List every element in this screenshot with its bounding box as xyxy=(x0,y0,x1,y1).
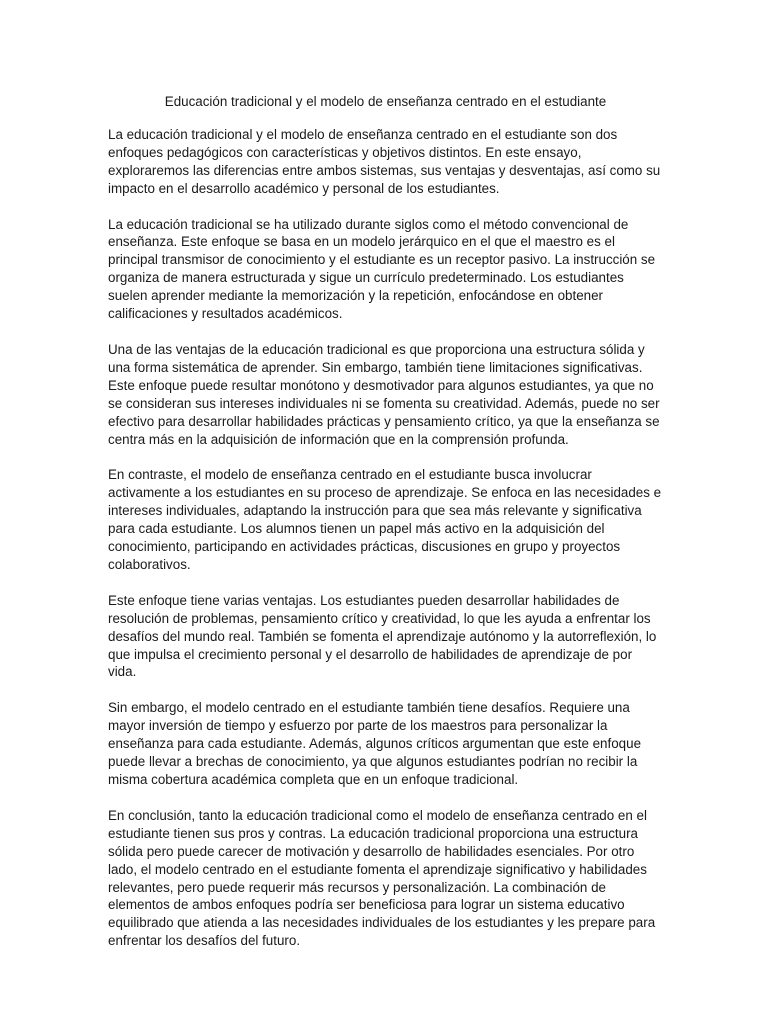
paragraph-student-centered-model: En contraste, el modelo de enseñanza centrado en el estudiante busca involucrar activamente a los estudiantes en su proceso de aprendizaje. Se enfoca en las necesidades e intereses individuales, adaptando la instrucción para que sea más relevante y significativa para cada estudiante. Los alumnos tienen un papel más activo en la adquisición del conocimiento, participando en actividades prácticas, discusiones en grupo y proyectos colaborativos. xyxy=(108,467,662,572)
paragraph-introduction: La educación tradicional y el modelo de enseñanza centrado en el estudiante son dos enfoques pedagógicos con características y objetivos distintos. En este ensayo, exploraremos las diferencias entre ambos sistemas, sus ventajas y desventajas, así como su impacto en el desarrollo académico y personal de los estudiantes. xyxy=(108,126,661,196)
paragraph-student-centered-advantages: Este enfoque tiene varias ventajas. Los estudiantes pueden desarrollar habilidades de resolución de problemas, pensamiento crítico y creatividad, lo que les ayuda a enfrentar los desafíos del mundo real. También se fomenta el aprendizaje autónomo y la autorreflexión, lo que impulsa el crecimiento personal y el desarrollo de habilidades de aprendizaje de por vida. xyxy=(108,592,657,680)
paragraph-student-centered-challenges: Sin embargo, el modelo centrado en el estudiante también tiene desafíos. Requiere una mayor inversión de tiempo y esfuerzo por parte de los maestros para personalizar la enseñanza para cada estudiante. Además, algunos críticos argumentan que este enfoque puede llevar a brechas de conocimiento, ya que algunos estudiantes podrían no recibir la misma cobertura académica completa que en un enfoque tradicional. xyxy=(108,700,642,787)
paragraph-conclusion: En conclusión, tanto la educación tradicional como el modelo de enseñanza centrado en el estudiante tienen sus pros y contras. La educación tradicional proporciona una estructura sólida pero puede carecer de motivación y desarrollo de habilidades esenciales. Por otro lado, el modelo centrado en el estudiante fomenta el aprendizaje significativo y habilidades relevantes, pero puede requerir más recursos y personalización. La combinación de elementos de ambos enfoques podría ser beneficiosa para lograr un sistema educativo equilibrado que atienda a las necesidades individuales de los estudiantes y les prepare para enfrentar los desafíos del futuro. xyxy=(108,807,656,949)
paragraph-traditional-education: La educación tradicional se ha utilizado durante siglos como el método convencional de enseñanza. Este enfoque se basa en un modelo jerárquico en el que el maestro es el principal transmisor de conocimiento y el estudiante es un receptor pasivo. La instrucción se organiza de manera estructurada y sigue un currículo predeterminado. Los estudiantes suelen aprender mediante la memorización y la repetición, enfocándose en obtener calificaciones y resultados académicos. xyxy=(108,216,656,322)
paragraph-traditional-advantages: Una de las ventajas de la educación tradicional es que proporciona una estructura sólida y una forma sistemática de aprender. Sin embargo, también tiene limitaciones significativas. Este enfoque puede resultar monótono y desmotivador para algunos estudiantes, ya que no se consideran sus intereses individuales ni se fomenta su creatividad. Además, puede no ser efectivo para desarrollar habilidades prácticas y pensamiento crítico, ya que la enseñanza se centra más en la adquisición de información que en la comprensión profunda. xyxy=(108,341,660,447)
document-title: Educación tradicional y el modelo de enseñanza centrado en el estudiante xyxy=(164,94,607,109)
